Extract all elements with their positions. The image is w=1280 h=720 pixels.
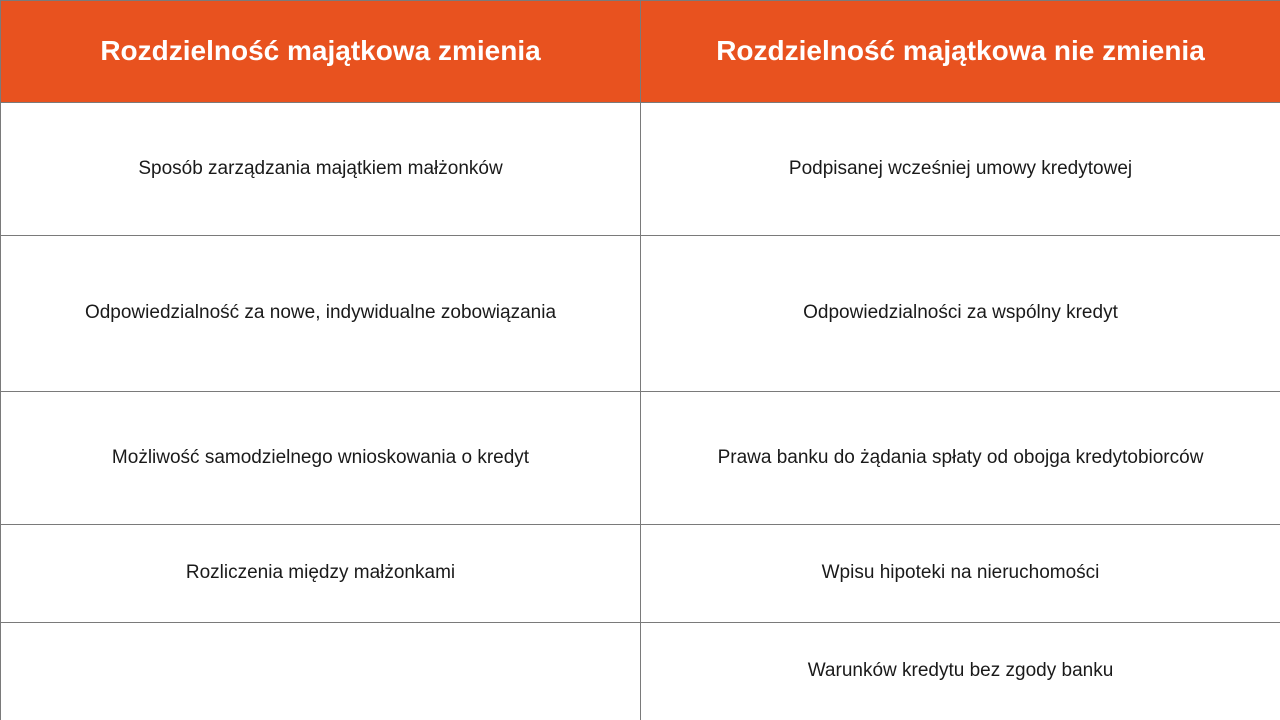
table-cell: Odpowiedzialność za nowe, indywidualne zobowiązania — [1, 236, 641, 392]
table-cell: Sposób zarządzania majątkiem małżonków — [1, 103, 641, 236]
table-cell: Możliwość samodzielnego wnioskowania o kredyt — [1, 392, 641, 525]
table-cell: Rozliczenia między małżonkami — [1, 525, 641, 623]
table-cell: Prawa banku do żądania spłaty od obojga kredytobiorców — [641, 392, 1280, 525]
table-cell: Podpisanej wcześniej umowy kredytowej — [641, 103, 1280, 236]
table-cell: Warunków kredytu bez zgody banku — [641, 623, 1280, 720]
column-header-changes: Rozdzielność majątkowa zmienia — [1, 1, 641, 103]
column-header-no-change: Rozdzielność majątkowa nie zmienia — [641, 1, 1280, 103]
table-cell-empty — [1, 623, 641, 720]
table-cell: Wpisu hipoteki na nieruchomości — [641, 525, 1280, 623]
table-cell: Odpowiedzialności za wspólny kredyt — [641, 236, 1280, 392]
